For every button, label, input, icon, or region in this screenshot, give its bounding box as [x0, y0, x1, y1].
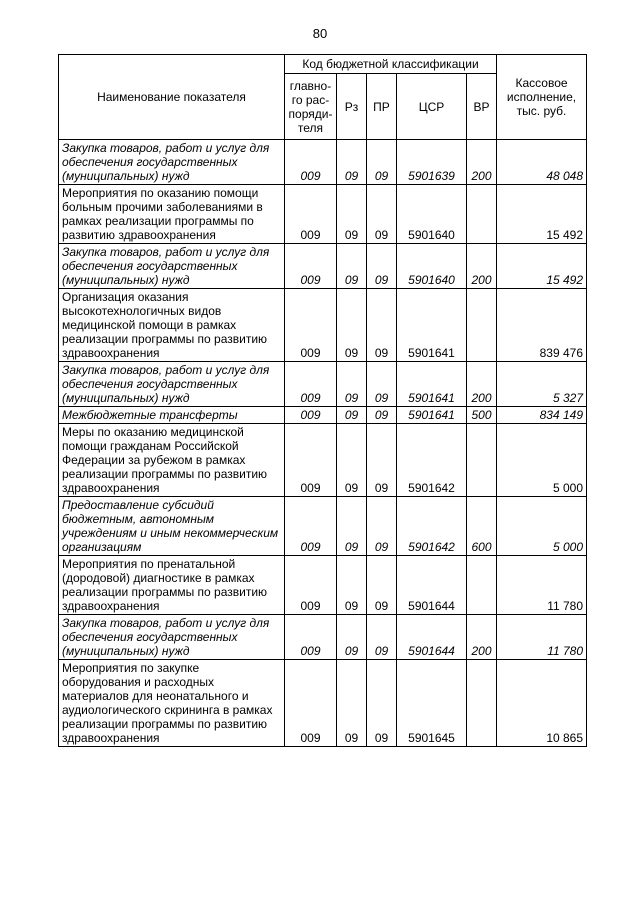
table-row — [59, 660, 587, 747]
row-pr: 09 — [367, 556, 397, 615]
header-csr: ЦСР — [397, 74, 467, 140]
row-rz: 09 — [337, 660, 367, 747]
row-pr: 09 — [367, 185, 397, 244]
row-amount: 15 492 — [497, 244, 587, 289]
row-csr: 5901641 — [397, 362, 467, 407]
row-amount: 11 780 — [497, 615, 587, 660]
row-glavny: 009 — [285, 424, 337, 497]
table-row — [59, 556, 587, 615]
row-glavny: 009 — [285, 615, 337, 660]
row-rz: 09 — [337, 362, 367, 407]
row-amount: 5 000 — [497, 497, 587, 556]
row-glavny: 009 — [285, 289, 337, 362]
row-pr: 09 — [367, 140, 397, 185]
row-rz: 09 — [337, 140, 367, 185]
row-vr — [467, 289, 497, 362]
row-amount: 5 000 — [497, 424, 587, 497]
row-amount: 11 780 — [497, 556, 587, 615]
row-rz: 09 — [337, 556, 367, 615]
row-vr — [467, 185, 497, 244]
header-vr: ВР — [467, 74, 497, 140]
row-glavny: 009 — [285, 556, 337, 615]
row-name: Закупка товаров, работ и услуг для обеспечения государственных (муниципальных) нужд — [59, 615, 285, 660]
row-vr: 200 — [467, 615, 497, 660]
table-body — [59, 140, 587, 747]
row-glavny: 009 — [285, 362, 337, 407]
header-code-group: Код бюджетной классификации — [285, 55, 497, 74]
row-vr: 200 — [467, 362, 497, 407]
row-name: Межбюджетные трансферты — [59, 407, 285, 424]
row-rz: 09 — [337, 424, 367, 497]
row-amount: 15 492 — [497, 185, 587, 244]
row-csr: 5901640 — [397, 185, 467, 244]
row-csr: 5901641 — [397, 407, 467, 424]
row-vr — [467, 556, 497, 615]
row-vr — [467, 660, 497, 747]
row-csr: 5901644 — [397, 556, 467, 615]
header-name: Наименование показателя — [59, 55, 285, 140]
table-row — [59, 289, 587, 362]
table-row — [59, 497, 587, 556]
row-pr: 09 — [367, 289, 397, 362]
row-name: Предоставление субсидий бюджетным, автономным учреждениям и иным некоммерческим организациям — [59, 497, 285, 556]
row-name: Организация оказания высокотехнологичных видов медицинской помощи в рамках реализации программы по развитию здравоохранения — [59, 289, 285, 362]
header-amount: Кассовое исполнение, тыс. руб. — [497, 55, 587, 140]
row-amount: 5 327 — [497, 362, 587, 407]
row-pr: 09 — [367, 407, 397, 424]
row-csr: 5901645 — [397, 660, 467, 747]
row-name: Мероприятия по пренатальной (дородовой) диагностике в рамках реализации программы по развитию здравоохранения — [59, 556, 285, 615]
row-pr: 09 — [367, 615, 397, 660]
row-vr: 500 — [467, 407, 497, 424]
row-rz: 09 — [337, 185, 367, 244]
row-pr: 09 — [367, 424, 397, 497]
row-rz: 09 — [337, 244, 367, 289]
row-rz: 09 — [337, 497, 367, 556]
row-vr: 600 — [467, 497, 497, 556]
table-row — [59, 362, 587, 407]
table-row — [59, 185, 587, 244]
row-glavny: 009 — [285, 244, 337, 289]
row-csr: 5901641 — [397, 289, 467, 362]
row-glavny: 009 — [285, 140, 337, 185]
row-name: Мероприятия по закупке оборудования и расходных материалов для неонатального и аудиологического скрининга в рамках реализации программы по развитию здравоохранения — [59, 660, 285, 747]
row-name: Закупка товаров, работ и услуг для обеспечения государственных (муниципальных) нужд — [59, 362, 285, 407]
row-name: Закупка товаров, работ и услуг для обеспечения государственных (муниципальных) нужд — [59, 244, 285, 289]
row-csr: 5901644 — [397, 615, 467, 660]
table-row — [59, 615, 587, 660]
row-amount: 10 865 — [497, 660, 587, 747]
row-csr: 5901642 — [397, 424, 467, 497]
row-amount: 839 476 — [497, 289, 587, 362]
header-pr: ПР — [367, 74, 397, 140]
row-vr: 200 — [467, 140, 497, 185]
row-glavny: 009 — [285, 497, 337, 556]
table-row — [59, 244, 587, 289]
row-name: Мероприятия по оказанию помощи больным прочими заболеваниями в рамках реализации программы по развитию здравоохранения — [59, 185, 285, 244]
row-glavny: 009 — [285, 660, 337, 747]
row-rz: 09 — [337, 407, 367, 424]
row-pr: 09 — [367, 244, 397, 289]
row-rz: 09 — [337, 289, 367, 362]
header-rz: Рз — [337, 74, 367, 140]
row-glavny: 009 — [285, 185, 337, 244]
row-csr: 5901640 — [397, 244, 467, 289]
row-glavny: 009 — [285, 407, 337, 424]
row-pr: 09 — [367, 660, 397, 747]
table-row — [59, 424, 587, 497]
row-rz: 09 — [337, 615, 367, 660]
table-header — [59, 55, 587, 140]
row-amount: 834 149 — [497, 407, 587, 424]
table-row — [59, 407, 587, 424]
row-amount: 48 048 — [497, 140, 587, 185]
header-glavny: главно-го рас-поряди-теля — [285, 74, 337, 140]
row-pr: 09 — [367, 362, 397, 407]
row-name: Закупка товаров, работ и услуг для обеспечения государственных (муниципальных) нужд — [59, 140, 285, 185]
row-name: Меры по оказанию медицинской помощи гражданам Российской Федерации за рубежом в рамках реализации программы по развитию здравоохранения — [59, 424, 285, 497]
row-csr: 5901642 — [397, 497, 467, 556]
row-pr: 09 — [367, 497, 397, 556]
row-csr: 5901639 — [397, 140, 467, 185]
row-vr — [467, 424, 497, 497]
budget-table — [58, 54, 587, 747]
row-vr: 200 — [467, 244, 497, 289]
page-number: 80 — [312, 26, 328, 41]
table-row — [59, 140, 587, 185]
